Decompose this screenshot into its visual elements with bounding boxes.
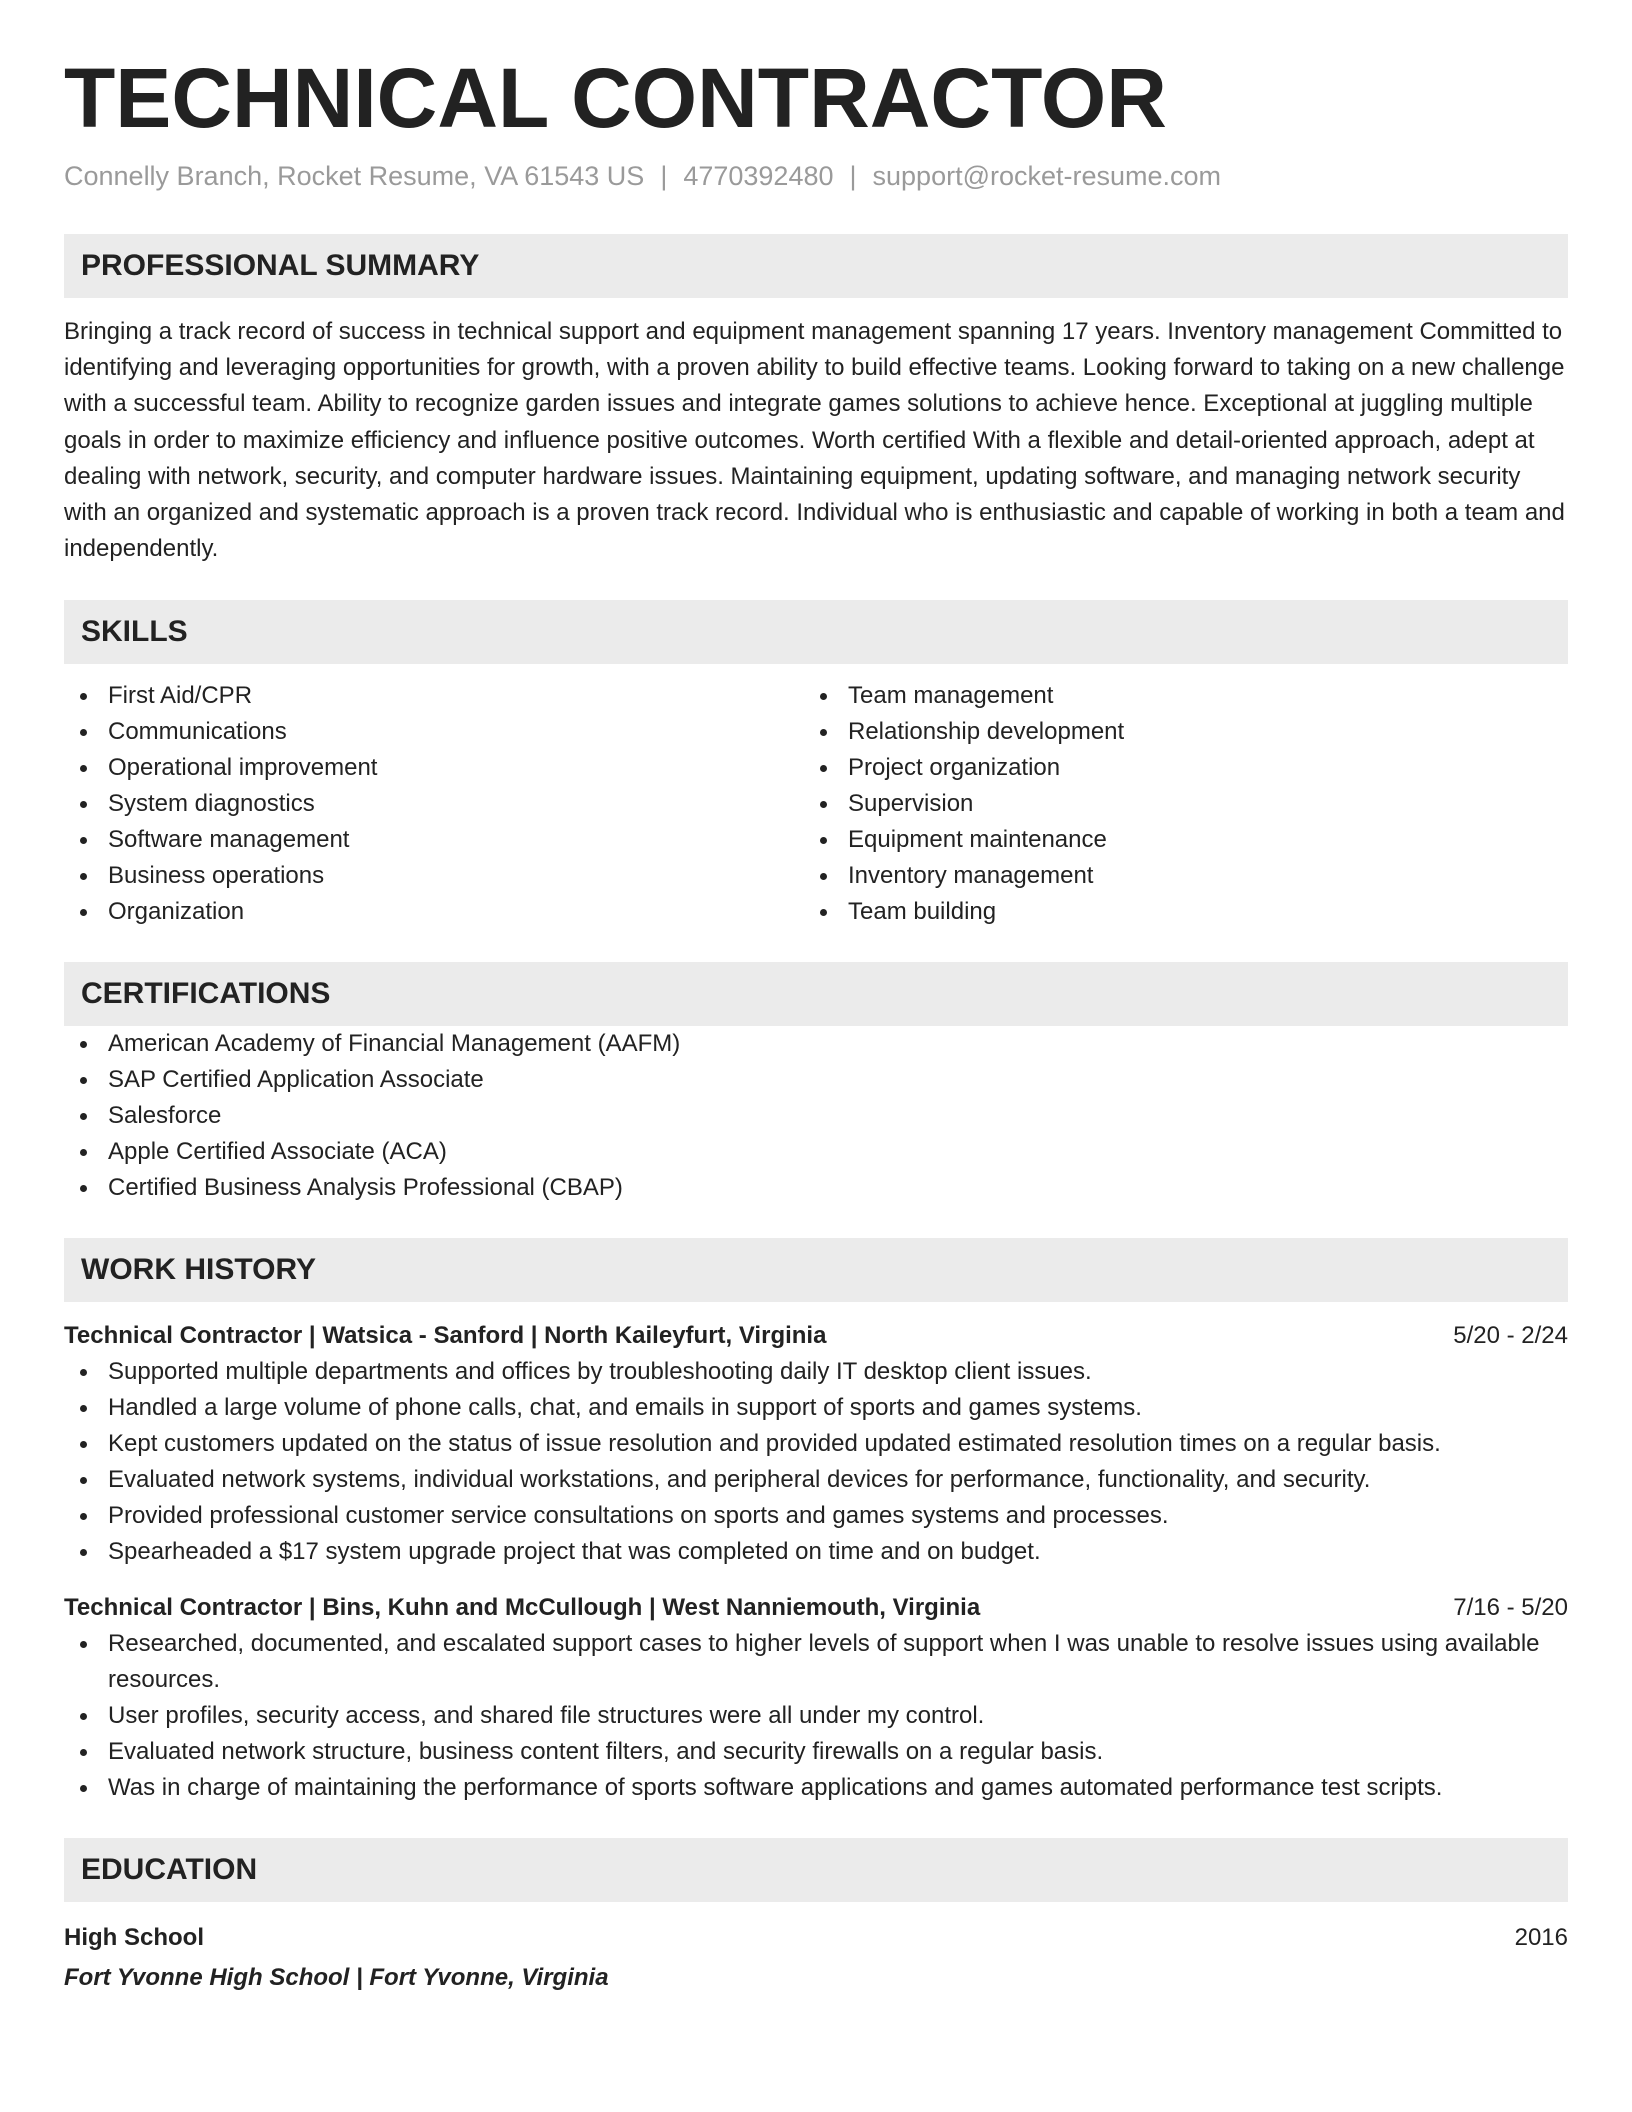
job-bullets [64,1354,1568,1570]
job-dates: 7/16 - 5/20 [1453,1593,1568,1621]
skill-item: Inventory management [804,858,1544,894]
summary-text: Bringing a track record of success in technical support and equipment management spanning 17 years. Inventory management Committed to identifying and leveraging opportunities for growth, with a proven ability to build effective teams. Looking forward to taking on a new challenge with a successful team. Ability to recognize garden issues and integrate games solutions to achieve hence. Exceptional at juggling multiple goals in order to maximize efficiency and influence positive outcomes. Worth certified With a flexible and detail-oriented approach, adept at dealing with network, security, and computer hardware issues. Maintaining equipment, updating software, and managing network security with an organized and systematic approach is a proven track record. Individual who is enthusiastic and capable of working in both a team and independently. [64,317,1565,563]
work-history-section-header: WORK HISTORY [64,1238,1568,1302]
job-dates: 5/20 - 2/24 [1453,1321,1568,1349]
skill-item: Organization [64,894,804,930]
job-bullet: User profiles, security access, and shared file structures were all under my control. [64,1698,1568,1734]
job-bullet: Provided professional customer service consultations on sports and games systems and processes. [64,1498,1568,1534]
job-header [64,1318,1568,1354]
job-bullet: Evaluated network systems, individual workstations, and peripheral devices for performance, functionality, and security. [64,1462,1568,1498]
contact-line [64,159,1568,194]
skill-item: Operational improvement [64,750,804,786]
skill-item: System diagnostics [64,786,804,822]
skills-list [64,678,1568,930]
job-header [64,1590,1568,1626]
contact-separator: | [660,160,668,191]
skills-column-left [64,678,804,930]
certification-item: SAP Certified Application Associate [64,1062,1568,1098]
job-bullet: Supported multiple departments and offices by troubleshooting daily IT desktop client issues. [64,1354,1568,1390]
job-entry [64,1318,1568,1570]
skill-item: Communications [64,714,804,750]
certifications-list [64,1026,1568,1206]
skill-item: Team management [804,678,1544,714]
skill-item: Project organization [804,750,1544,786]
certifications-section-header: CERTIFICATIONS [64,962,1568,1026]
resume-name: TECHNICAL CONTRACTOR [64,51,1167,145]
education-school: Fort Yvonne High School | Fort Yvonne, Virginia [64,1963,609,1991]
skill-item: Software management [64,822,804,858]
skills-column-right [804,678,1544,930]
skill-item: Equipment maintenance [804,822,1544,858]
job-bullet: Handled a large volume of phone calls, chat, and emails in support of sports and games systems. [64,1390,1568,1426]
job-entry [64,1590,1568,1806]
certification-item: Salesforce [64,1098,1568,1134]
job-bullet: Spearheaded a $17 system upgrade project that was completed on time and on budget. [64,1534,1568,1570]
contact-phone: 4770392480 [683,160,834,191]
job-bullet: Researched, documented, and escalated support cases to higher levels of support when I was unable to resolve issues using available resources. [64,1626,1568,1698]
job-bullets [64,1626,1568,1806]
job-title: Technical Contractor | Bins, Kuhn and McCullough | West Nanniemouth, Virginia [64,1593,981,1621]
job-bullet: Evaluated network structure, business content filters, and security firewalls on a regular basis. [64,1734,1568,1770]
skill-item: Business operations [64,858,804,894]
job-title: Technical Contractor | Watsica - Sanford | North Kaileyfurt, Virginia [64,1321,827,1349]
skill-item: Relationship development [804,714,1544,750]
certification-item: Certified Business Analysis Professional (CBAP) [64,1170,1568,1206]
education-degree: High School [64,1923,204,1951]
skill-item: Team building [804,894,1544,930]
contact-separator: | [849,160,857,191]
skill-item: Supervision [804,786,1544,822]
job-bullet: Kept customers updated on the status of issue resolution and provided updated estimated resolution times on a regular basis. [64,1426,1568,1462]
summary-section-header: PROFESSIONAL SUMMARY [64,234,1568,298]
skill-item: First Aid/CPR [64,678,804,714]
skills-section-header: SKILLS [64,600,1568,664]
education-header [64,1920,1568,1956]
certification-item: Apple Certified Associate (ACA) [64,1134,1568,1170]
job-bullet: Was in charge of maintaining the performance of sports software applications and games automated performance test scripts. [64,1770,1568,1806]
certification-item: American Academy of Financial Management (AAFM) [64,1026,1568,1062]
contact-address: Connelly Branch, Rocket Resume, VA 61543 US [64,160,645,191]
education-section-header: EDUCATION [64,1838,1568,1902]
education-year: 2016 [1514,1923,1568,1951]
contact-email: support@rocket-resume.com [872,160,1222,191]
